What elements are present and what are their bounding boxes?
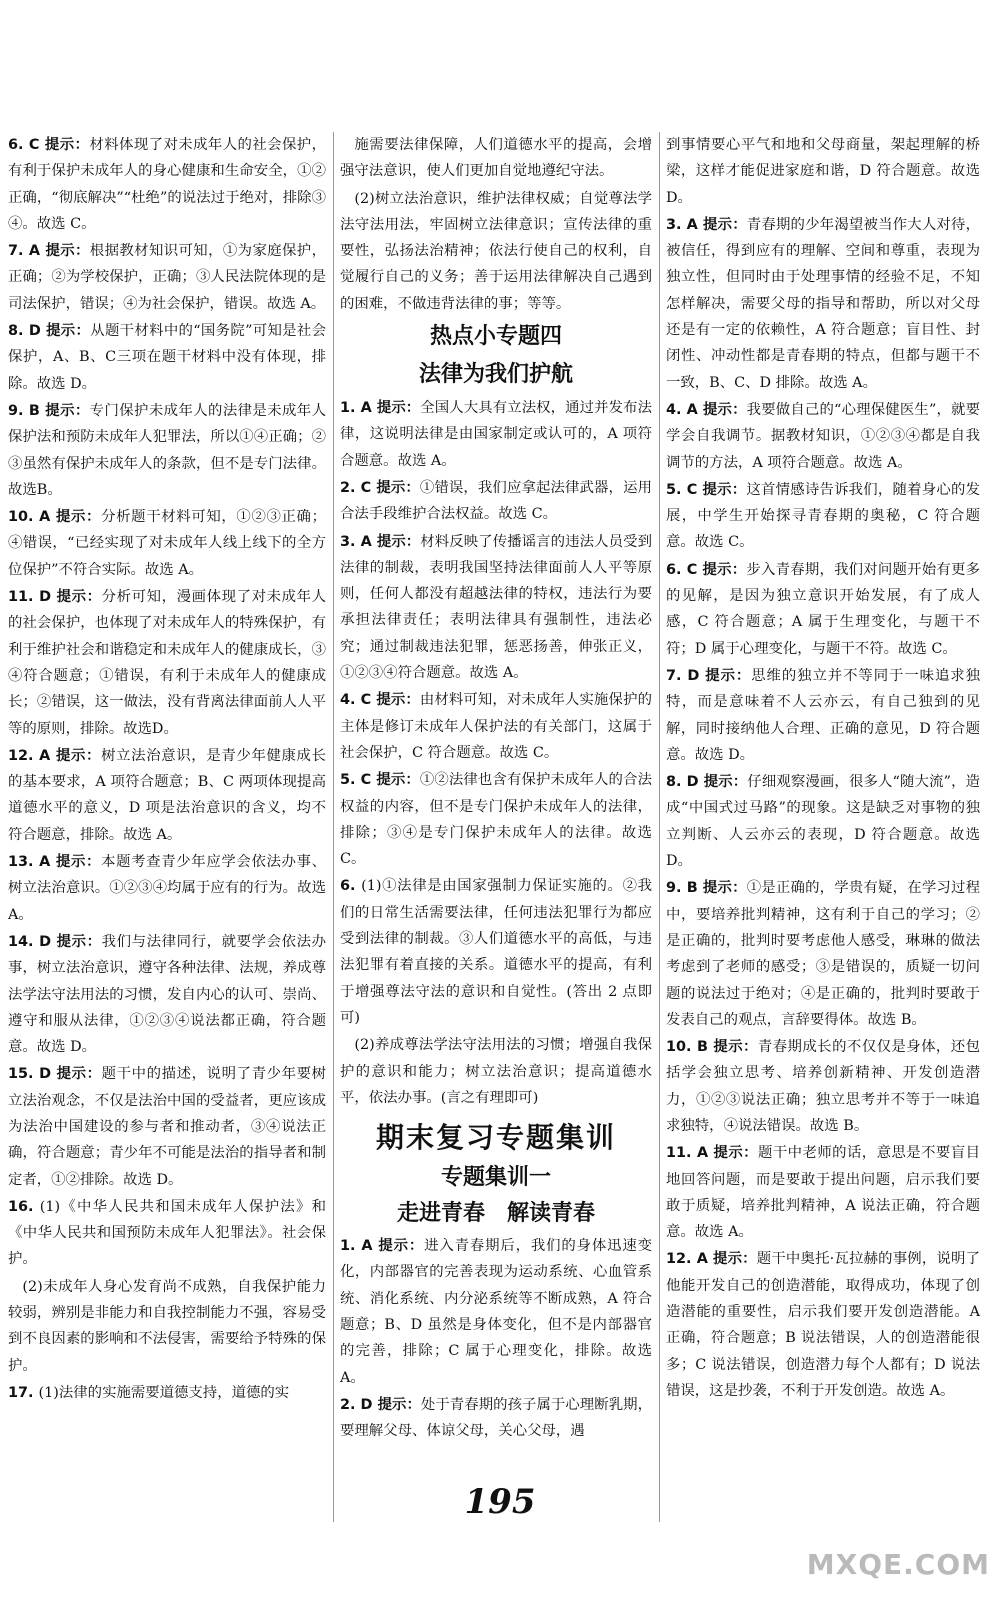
answer-item [340,767,652,872]
answer-item [666,1246,980,1404]
hint-label: 提示： [376,400,421,417]
answer-text: (1)《中华人民共和国未成年人保护法》和《中华人民共和国预防未成年人犯罪法》。社会保护。 [8,1198,326,1268]
hint-label: 提示： [56,1066,102,1083]
answer-text: (2)养成尊法学法守法用法的习惯；增强自我保护的意识和能力；树立法治意识；提高道德水平，依法办事。(言之有理即可) [340,1037,652,1106]
answer-text: (1)法律的实施需要道德支持，道德的实 [38,1384,290,1401]
answer-number: 10. B [666,1039,714,1056]
answer-item [666,1034,980,1139]
answer-text: 仔细观察漫画，很多人“随大流”，造成“中国式过马路”的现象。这是缺乏对事物的独立判断、人云亦云的表现，D 符合题意。故选 D。 [666,774,980,870]
answer-text: 题干中的描述，说明了青少年要树立法治观念，不仅是法治中国的受益者，更应该成为法治中国建设的参与者和推动者，③④说法正确，符合题意；青少年不可能是法治的指导者和制定者，①②排除。故选 D。 [8,1066,326,1188]
column-middle [340,132,652,1445]
answer-text: 我要做自己的“心理保健医生”，就要学会自我调节。据教材知识，①②③④都是自我调节的方法，A 项符合题意。故选 A。 [666,401,980,471]
section-heading: 热点小专题四 [429,324,562,350]
answer-item [8,132,326,237]
hint-label: 提示： [702,401,747,418]
answer-group [340,132,652,317]
answer-number: 16. [8,1198,40,1215]
column-right [666,132,980,1405]
answer-text: (2)未成年人身心发育尚不成熟，自我保护能力较弱，辨别是非能力和自我控制能力不强，容易受到不良因素的影响和不法侵害，需要给予特殊的保护。 [8,1278,326,1374]
hint-label: 提示： [703,216,747,233]
answer-number: 6. C [8,137,45,153]
hint-label: 提示： [46,323,91,340]
answer-text: (1)①法律是由国家强制力保证实施的。②我们的日常生活需要法律，任何违法犯罪行为都应受到法律的制裁。③人们道德水平的高低，与违法犯罪有着直接的关系。道德水平的提高，有利于增强尊法守法的意识和自觉性。(答出 2 点即可) [340,878,653,1026]
answer-number: 8. D [8,323,47,340]
answer-text: 树立法治意识，是青少年健康成长的基本要求，A 项符合题意；B、C 两项体现提高道德水平的意义，D 项是法治意识的含义，均不符合题意，排除。故选 A。 [8,747,326,843]
hint-label: 提示： [55,509,102,526]
hint-label: 提示： [376,533,421,550]
answer-item [666,1140,980,1245]
answer-text: 分析可知，漫画体现了对未成年人的社会保护，也体现了对未成年人的特殊保护，有利于维护社会和谐稳定和未成年人的健康成长，③④符合题意；①错误，有利于未成年人的健康成长；②错误，这一做法，没有背离法律面前人人平等的原则，排除。故选D。 [8,589,326,737]
answer-text: 由材料可知，对未成年人实施保护的主体是修订未成年人保护法的有关部门，这属于社会保护，C 符合题意。故选 C。 [340,692,652,761]
column-divider [333,132,334,1522]
hint-label: 提示： [377,1396,421,1413]
answer-text: 根据教材知识可知，①为家庭保护，正确；②为学校保护，正确；③人民法院体现的是司法保护，错误；④为社会保护，错误。故选 A。 [8,243,326,312]
section-subheading: 走进青春 解读青春 [396,1201,595,1227]
answer-number: 10. A [8,509,56,526]
answer-text: 我们与法律同行，就要学会依法办事，树立法治意识，遵守各种法律、法规，养成尊法学法守法用法的习惯，发自内心的认可、崇尚、遵守和服从法律，①②③④说法都正确，符合题意。故选 D。 [8,933,326,1056]
answer-number: 4. C [340,692,377,709]
answer-item [340,475,652,528]
answer-text: 处于青春期的孩子属于心理断乳期，要理解父母、体谅父母，关心父母，遇 [340,1396,652,1440]
answer-number: 9. B [666,880,703,897]
answer-number: 6. C [666,561,703,578]
answer-number: 13. A [8,854,56,871]
chapter-heading: 期末复习专题集训 [375,1121,616,1155]
hint-label: 提示： [55,747,102,764]
answer-item [340,1392,652,1445]
answer-text: ①②法律也含有保护未成年人的合法权益的内容，但不是专门保护未成年人的法律，排除；③④是专门保护未成年人的法律。故选 C。 [340,772,652,868]
answer-number: 1. A [340,400,377,417]
hint-label: 提示： [702,880,747,897]
answer-number: 7. D [666,667,706,684]
answer-item [340,395,652,474]
section-subheading: 法律为我们护航 [418,362,573,388]
answer-text: 题干中奥托·瓦拉赫的事例，说明了他能开发自己的创造潜能，取得成功，体现了创造潜能的重要性，启示我们要开发创造潜能。A 正确，符合题意；B 说法错误，人的创造潜能很多；C 说法错误，创造潜力每个人都有；D 说法错误，这是抄袭，不利于开发创造。故选 A。 [666,1251,980,1399]
answer-text: 步入青春期，我们对问题开始有更多的见解，是因为独立意识开始发展，有了成人感，C 符合题意；A 属于生理变化，与题干不符；D 属于心理变化，与题干不符。故选 C。 [666,561,980,657]
hint-label: 提示： [702,561,747,578]
answer-number: 3. A [666,216,704,233]
hint-label: 提示： [376,479,420,496]
answer-text: 思维的独立并不等同于一味追求独特，而是意味着不人云亦云，有自己独到的见解，同时接纳他人合理、正确的意见，D 符合题意。故选 D。 [666,667,980,763]
answer-group [340,1233,652,1444]
answer-number: 3. A [340,533,377,550]
answer-number: 11. A [666,1145,714,1162]
answer-text: 青春期成长的不仅仅是身体，还包括学会独立思考、培养创新精神、开发创造潜力，①②③说法正确；独立思考并不等于一味追求独特，④说法错误。故选 B。 [666,1039,980,1134]
answer-number: 5. C [666,481,703,498]
hint-label: 提示： [55,854,102,871]
answer-text: 材料反映了传播谣言的违法人员受到法律的制裁，表明我国坚持法律面前人人平等原则，任何人都没有超越法律的特权，违法行为要承担法律责任；表明法律具有强制性，违法必究；通过制裁违法犯罪，惩恶扬善，伸张正义，①②③④符合题意。故选 A。 [340,533,652,682]
section-heading: 专题集训一 [440,1165,551,1191]
answer-text: 进入青春期后，我们的身体迅速变化，内部器官的完善表现为运动系统、心血管系统、消化系统、内分泌系统等不断成熟，A 符合题意；B、D 虽然是身体变化，但不是内部器官的完善，排除；C 属于心理变化，排除。故选 A。 [340,1238,652,1386]
hint-label: 提示： [713,1145,759,1162]
hint-label: 提示： [44,137,90,153]
answer-item [8,318,326,397]
answer-item [8,1194,326,1273]
answer-text: (2)树立法治意识，维护法律权威；自觉尊法学法守法用法，牢固树立法律意识；宣传法律的重要性，弘扬法治精神；依法行使自己的权利，自觉履行自己的义务；善于运用法律解决自己遇到的困难，不做违背法律的事；等等。 [340,190,652,312]
answer-item [340,1233,652,1391]
answer-item [340,529,652,687]
answer-item [666,212,980,396]
hint-label: 提示： [45,243,90,260]
answer-number: 15. D [8,1066,57,1083]
hint-label: 提示： [702,481,747,498]
answer-number: 7. A [8,243,46,260]
hint-label: 提示： [378,1238,425,1255]
column-left [8,132,326,1407]
answer-item [666,875,980,1033]
answer-item [666,397,980,476]
answer-item [8,238,326,317]
column-divider [659,132,660,1522]
answer-text: ①错误，我们应拿起法律武器，运用合法手段维护合法权益。故选 C。 [340,479,652,523]
answer-text: 题干中老师的话，意思是不要盲目地回答问题，而是要敢于提出问题，启示我们要敢于质疑，培养批判精神，A 说法正确，符合题意。故选 A。 [666,1145,980,1241]
answer-item [666,769,980,874]
hint-label: 提示： [45,402,90,419]
hint-label: 提示： [705,667,752,684]
hint-label: 提示： [56,589,102,606]
answer-text: 从题干材料中的“国务院”可知是社会保护，A、B、C三项在题干材料中没有体现，排除。故选 D。 [8,323,326,392]
answer-item [666,477,980,556]
answer-text: 青春期的少年渴望被当作大人对待，被信任，得到应有的理解、空间和尊重，表现为独立性，但同时由于处理事情的经验不足，不知怎样解决，需要父母的指导和帮助，所以对父母还是有一定的依赖性，A 符合题意；盲目性、封闭性、冲动性都是青春期的特点，但都与题干不一致，B、C、D 排除。故选 A。 [666,216,980,391]
answer-item [8,504,326,583]
page-number: 195 [464,1482,536,1522]
answer-text: 分析题干材料可知，①②③正确；④错误，“已经实现了对未成年人线上线下的全方位保护”不符合实际。故选 A。 [8,509,326,578]
hint-label: 提示： [703,774,748,791]
answer-number: 2. D [340,1396,378,1413]
answer-number: 4. A [666,401,703,418]
answer-number: 9. B [8,402,46,419]
answer-item [8,1061,326,1192]
answer-item [666,663,980,768]
answer-number: 8. D [666,774,704,791]
answer-text: 本题考查青少年应学会依法办事、树立法治意识。①②③④均属于应有的行为。故选 A。 [8,854,326,923]
answer-text: ①是正确的，学贵有疑，在学习过程中，要培养批判精神，这有利于自己的学习；②是正确的，批判时要考虑他人感受，琳琳的做法考虑到了老师的感受；③是错误的，质疑一切问题的说法过于绝对；④是正确的，批判时要敢于发表自己的观点，言辞要得体。故选 B。 [666,880,980,1028]
answer-number: 11. D [8,589,57,606]
hint-label: 提示： [56,933,102,950]
answer-number: 14. D [8,933,57,950]
answer-item [8,929,326,1060]
hint-label: 提示： [713,1251,757,1268]
answer-item [8,398,326,503]
answer-item [340,687,652,766]
hint-label: 提示： [376,772,420,789]
answer-item [666,557,980,662]
answer-number: 17. [8,1384,39,1401]
answer-text: 全国人大具有立法权，通过并发布法律，这说明法律是由国家制定或认可的，A 项符合题意。故选 A。 [340,400,652,469]
answer-number: 12. A [8,747,56,764]
answer-number: 2. C [340,479,377,496]
answer-number: 12. A [666,1251,714,1268]
answer-number: 5. C [340,772,377,789]
answer-item [340,873,652,1031]
watermark-logo: MXQE.COM [806,1548,990,1581]
answer-item [8,584,326,742]
answer-item [8,1380,326,1406]
answer-text: 专门保护未成年人的法律是未成年人保护法和预防未成年人犯罪法，所以①④正确；②③虽然有保护未成年人的条款，但不是专门法律。故选B。 [8,402,326,498]
answer-item [8,849,326,928]
answer-text: 这首情感诗告诉我们，随着身心的发展，中学生开始探寻青春期的奥秘，C 符合题意。故选 C。 [666,481,980,551]
answer-number: 1. A [340,1238,379,1255]
answer-item [8,743,326,848]
answer-text: 材料体现了对未成年人的社会保护，有利于保护未成年人的身心健康和生命安全，①②正确，“彻底解决”“杜绝”的说法过于绝对，排除③④。故选 C。 [8,137,326,232]
answer-text: 施需要法律保障，人们道德水平的提高，会增强守法意识，使人们更加自觉地遵纪守法。 [340,137,652,180]
hint-label: 提示： [713,1039,758,1056]
hint-label: 提示： [376,692,420,709]
answer-text: 到事情要心平气和地和父母商量，架起理解的桥梁，这样才能促进家庭和谐，D 符合题意。故选 D。 [666,137,980,206]
answer-number: 6. [340,878,362,895]
answer-group [340,395,652,1111]
